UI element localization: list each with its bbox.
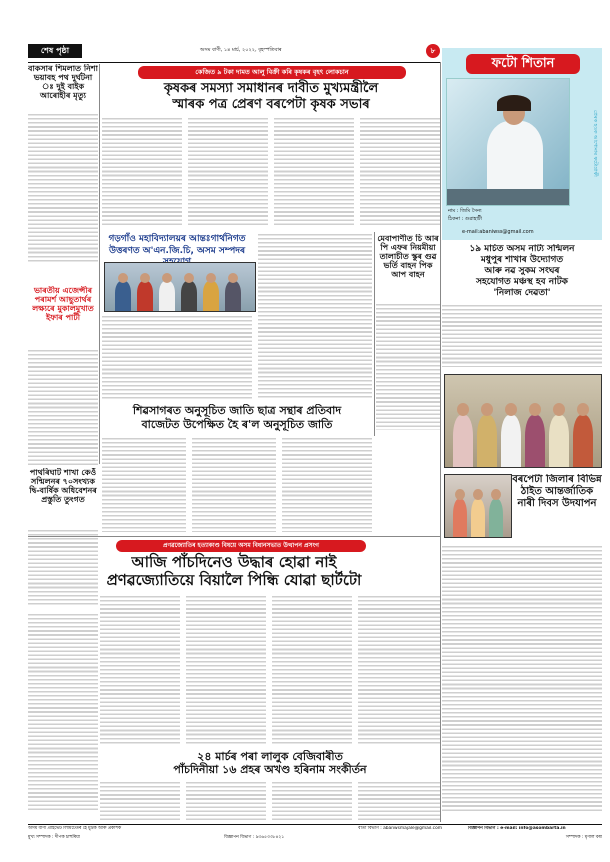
- sivasagar-story: [102, 404, 372, 534]
- bottom-body-col1: [100, 780, 180, 820]
- main-body-col4: [358, 594, 440, 746]
- footer: [28, 826, 602, 852]
- lead-story: [102, 64, 440, 230]
- sivasagar-headline-line1: শিৱসাগৰত অনুসূচিত জাতি ছাত্ৰ সন্থাৰ প্ৰতিবাদ: [132, 404, 342, 417]
- section-label: শেষ পৃষ্ঠা: [28, 44, 82, 58]
- masthead: [28, 42, 440, 60]
- lead-kicker: কেজিত ৯ টকা দামত আলু বিক্ৰী কৰি কৃষকৰ বৃহৎ লোকচান: [138, 66, 406, 79]
- bottom-headline-line1: ২৪ মাৰ্চৰ পৰা লালুক বেজিবাৰীত: [197, 750, 343, 763]
- college-body-left: [102, 314, 252, 400]
- lead-headline-line1: কৃষকৰ সমস্যা সমাধানৰ দাবীত মুখ্যমন্ত্ৰীলৈ: [163, 81, 379, 96]
- right-story-1-title: মেবাপাণীত চি আৰ পি এফৰ নিয়মীয়া তালাচীত স্কুৰ গুৱ ভৰ্তি বাহন পিক আপ বাহন: [377, 234, 439, 279]
- bottom-body-col3: [272, 780, 352, 820]
- right-story-1: [376, 234, 440, 434]
- footer-right-line: সম্পাদক : মৃণাল বৰা: [565, 835, 602, 840]
- right-story-2-title-line2: মধুপুৰ শাখাৰ উদ্যোগত: [480, 255, 564, 265]
- footer-mid-line: বিজ্ঞাপন বিভাগ : ৯৩৬৫৩৩৮৪২১: [224, 835, 285, 840]
- date-line: অসম বাণী, ১৪ মাৰ্চ, ২০২২, বৃহস্পতিবাৰ: [200, 47, 282, 53]
- right-story-1-body: [376, 302, 440, 430]
- right-story-2-title-line5: 'নিলাজ দেৱতা': [493, 288, 551, 298]
- left-story-2: [28, 286, 98, 466]
- college-headline-line2: উত্তৰণত অ'এন.জি.চি, অসম সম্পদৰ: [108, 246, 246, 256]
- college-headline-line1: গড়গাঁও মহাবিদ্যালয়ৰ আন্তঃগাৰ্থনিগত: [108, 234, 246, 244]
- main-body-col1: [100, 594, 180, 746]
- main-body-col3: [272, 594, 352, 746]
- sivasagar-headline-line2: বাজেটত উপেক্ষিত হৈ ৰ'ল অনুসূচিত জাতি: [141, 418, 333, 431]
- right-story-2-title-line4: সহযোগত মঞ্চস্থ হব নাটক: [476, 277, 568, 287]
- footer-email-line1: বাৰ্তা বিভাগ : abanwsmajale@gmail.com: [358, 826, 443, 831]
- photo-corner-image: [446, 78, 570, 206]
- right-story-3: [442, 474, 602, 814]
- footer-left-line2: মুখ্য সম্পাদক : দীপক চাহুৰিয়া: [28, 835, 80, 840]
- left-story-2-title: ভাৰতীয় এজেন্সীৰ পৰামৰ্শ আছুতাৰ্থৰ লক্ষ্যৰে মুকালমুখাত ইফাৰ পাটী: [32, 286, 94, 322]
- lead-headline-line2: স্মাৰক পত্ৰ প্ৰেৰণ বৰপেটা কৃষক সভাৰ: [172, 97, 370, 112]
- photo-email-line: e-mail:abaniwss@gmail.com: [462, 229, 534, 235]
- left-story-1-body: [28, 112, 98, 262]
- page-number: ৮: [426, 44, 440, 58]
- bottom-headline-line2: পাঁচদিনীয়া ১৬ প্ৰহৰ অখণ্ড হৰিনাম সংকীৰ্তন: [173, 763, 367, 776]
- college-photo: [104, 262, 256, 312]
- right-story-2-title-line1: ১৯ মাৰ্চত অসম নাট্য সন্মিলন: [469, 244, 575, 254]
- main-headline-line2: প্ৰণৱজ্যোতিয়ে বিয়ালৈ পিন্ধি যোৱা ছাৰ্টটো: [106, 571, 362, 589]
- right-story-3-title: বৰপেটা জিলাৰ বিভিন্ন ঠাইত আন্তৰ্জাতিক নাৰী দিবস উদযাপন: [512, 474, 602, 509]
- sivasagar-body-col2: [192, 436, 276, 532]
- photo-address-line: ঠিকনা : গুৱাহাটী: [448, 216, 482, 222]
- bottom-body-col4: [358, 780, 440, 820]
- bottom-body-col2: [186, 780, 266, 820]
- right-story-2-title-line3: আৰু নৱ সুকম সংঘৰ: [484, 266, 560, 276]
- womens-day-photo: [444, 474, 512, 538]
- natak-photo: [444, 374, 602, 468]
- main-body-col2: [186, 594, 266, 746]
- college-body-right: [258, 232, 372, 400]
- photo-corner-title: ফটো শিতান: [466, 54, 580, 74]
- left-story-1-title: বাকসাৰ শিমলাত নিশা ভয়াবহ পথ দুৰ্ঘটনা ঃ দুই বাইক আৰোহীৰ মৃত্যু: [28, 64, 98, 100]
- photo-corner: [442, 48, 602, 240]
- footer-left-line1: অসম বাণী প্ৰাইভেট লিমিটেডৰ হৈ মুদ্ৰক আৰু প্ৰকাশক: [28, 826, 122, 831]
- left-story-1: [28, 64, 98, 264]
- left-lower-body: [28, 612, 98, 812]
- right-story-2-body: [442, 303, 602, 367]
- footer-email-line2: বিজ্ঞাপন বিভাগ : e-mail: info@asombarta.in: [468, 826, 566, 831]
- sivasagar-body-col3: [282, 436, 372, 532]
- lead-body-col2: [188, 116, 268, 226]
- bottom-story: [100, 750, 440, 822]
- right-story-2: [442, 244, 602, 470]
- left-story-2-body: [28, 348, 98, 466]
- photo-name-line: নাম : জিমি সৈন্য: [448, 208, 482, 214]
- sivasagar-body-col1: [102, 436, 186, 532]
- main-headline-line1: আজি পাঁচদিনেও উদ্ধাৰ হোৱা নাই: [131, 553, 337, 571]
- lead-body-col1: [102, 116, 182, 226]
- main-kicker: প্ৰণৱজ্যোতিৰ হত্যাকাণ্ড বিষয়ে অসম বিধানসভাত উত্থাপন প্ৰসংগ: [116, 540, 366, 552]
- lead-body-col3: [274, 116, 354, 226]
- lead-body-col4: [360, 116, 440, 226]
- photo-side-label: প্ৰেৰক হওক আপোনাৰ ফটোগ্ৰাফী: [592, 109, 598, 177]
- left-story-3-title: পাথৰিঘাট শাখা কেওঁ সন্মিলনৰ ৭০সংখ্যক দ্বি-বাৰ্ষিক অধিবেশনৰ প্ৰস্তুতি তুংগত: [29, 468, 97, 504]
- college-story: [102, 232, 372, 402]
- right-story-3-body: [442, 544, 602, 812]
